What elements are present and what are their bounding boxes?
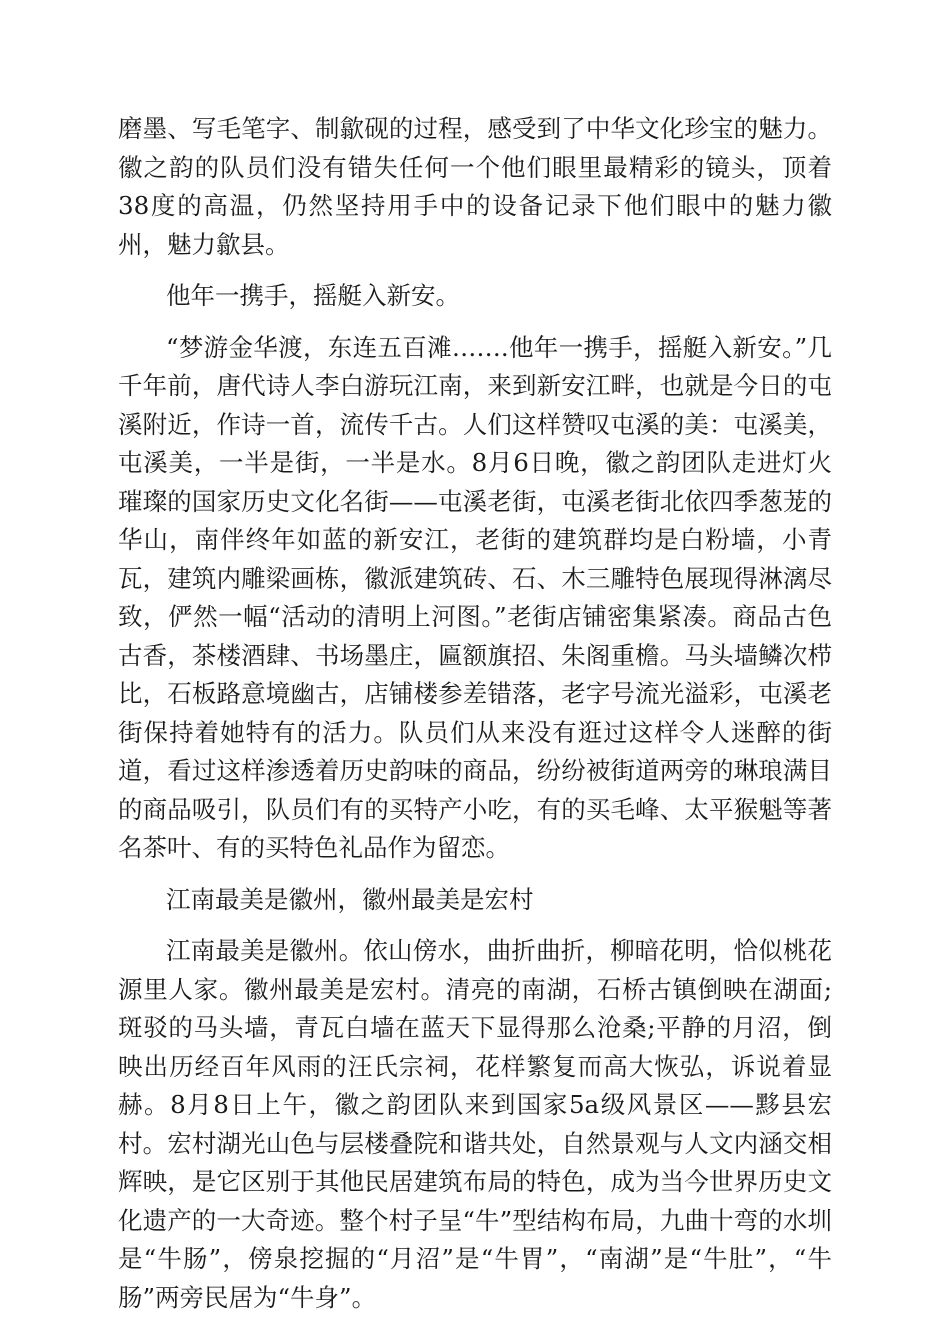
paragraph-tunxi: “梦游金华渡，东连五百滩…….他年一携手，摇艇入新安。”几千年前，唐代诗人李白游玩江南，来到新安江畔，也就是今日的屯溪附近，作诗一首，流传千古。人们这样赞叹屯溪的美：屯溪美，屯溪美，一半是街，一半是水。8月6日晚，徽之韵团队走进灯火璀璨的国家历史文化名街——屯溪老街，屯溪老街北依四季葱茏的华山，南伴终年如蓝的新安江，老街的建筑群均是白粉墙，小青瓦，建筑内雕梁画栋，徽派建筑砖、石、木三雕特色展现得淋漓尽致，俨然一幅“活动的清明上河图。”老街店铺密集紧凑。商品古色古香，茶楼酒肆、书场墨庄，匾额旗招、朱阁重檐。马头墙鳞次栉比，石板路意境幽古，店铺楼参差错落，老字号流光溢彩，屯溪老街保持着她特有的活力。队员们从来没有逛过这样令人迷醉的街道，看过这样渗透着历史韵味的商品，纷纷被街道两旁的琳琅满目的商品吸引，队员们有的买特产小吃，有的买毛峰、太平猴魁等著名茶叶、有的买特色礼品作为留恋。 (118, 332, 832, 862)
section-heading-tunxi: 他年一携手，摇艇入新安。 (166, 281, 460, 310)
document-body (118, 110, 832, 1317)
section-heading-hongcun: 江南最美是徽州，徽州最美是宏村 (166, 884, 534, 914)
paragraph-hongcun: 江南最美是徽州。依山傍水，曲折曲折，柳暗花明，恰似桃花源里人家。徽州最美是宏村。清亮的南湖，石桥古镇倒映在湖面;斑驳的马头墙，青瓦白墙在蓝天下显得那么沧桑;平静的月沼，倒映出历经百年风雨的汪氏宗祠，花样繁复而高大恢弘，诉说着显赫。8月8日上午，徽之韵团队来到国家5a级风景区——黟县宏村。宏村湖光山色与层楼叠院和谐共处，自然景观与人文内涵交相辉映，是它区别于其他民居建筑布局的特色，成为当今世界历史文化遗产的一大奇迹。整个村子呈“牛”型结构布局，九曲十弯的水圳是“牛肠”，傍泉挖掘的“月沼”是“牛胃”，“南湖”是“牛肚”，“牛肠”两旁民居为“牛身”。 (118, 936, 832, 1312)
paragraph-intro: 磨墨、写毛笔字、制歙砚的过程，感受到了中华文化珍宝的魅力。徽之韵的队员们没有错失任何一个他们眼里最精彩的镜头，顶着38度的高温，仍然坚持用手中的设备记录下他们眼中的魅力徽州，魅力歙县。 (118, 114, 832, 259)
